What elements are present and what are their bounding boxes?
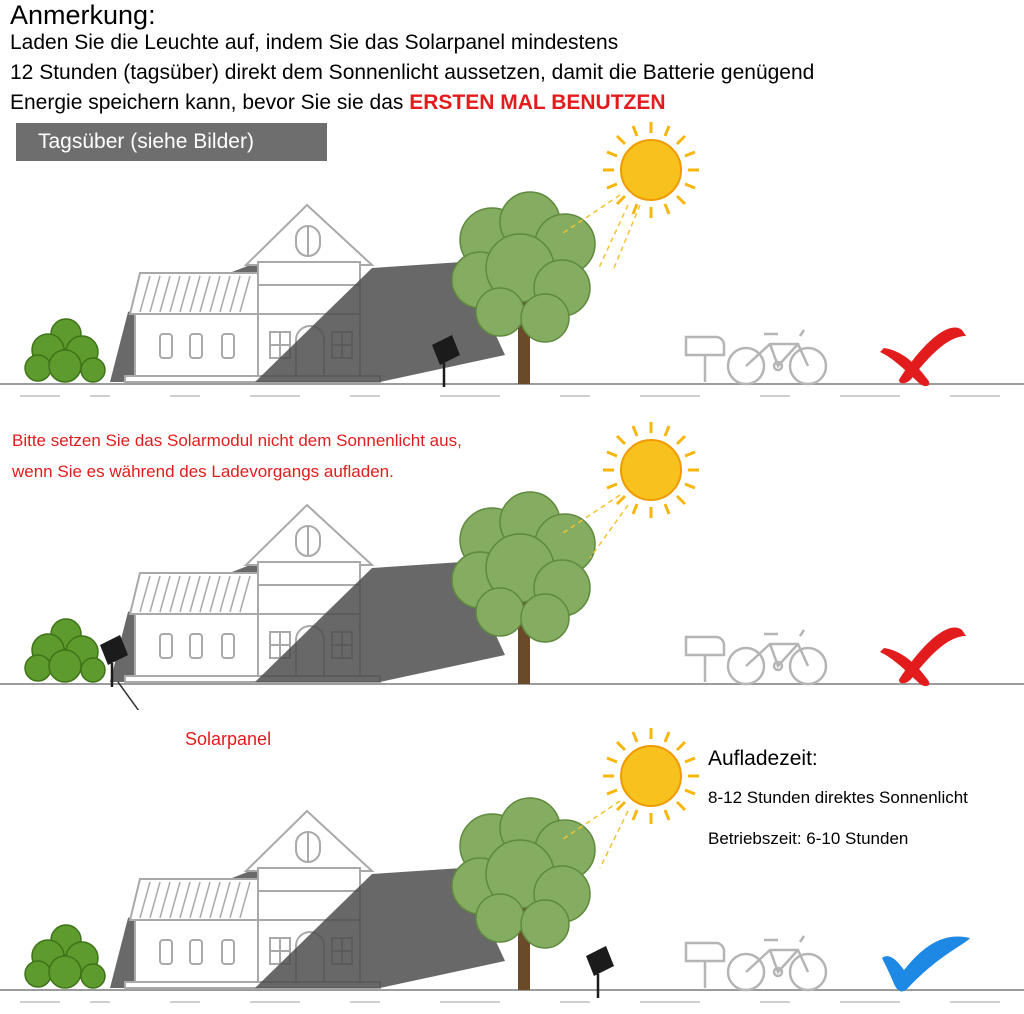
sun-icon <box>603 422 699 518</box>
scene-3-panel-in-sun <box>0 606 1024 1014</box>
daytime-badge: Tagsüber (siehe Bilder) <box>16 123 327 161</box>
sun-icon <box>603 122 699 218</box>
charge-time-heading: Aufladezeit: <box>708 747 818 770</box>
bush-icon <box>25 925 105 988</box>
page-title: Anmerkung: <box>10 0 156 30</box>
intro-line-2: 12 Stunden (tagsüber) direkt dem Sonnenlicht aussetzen, damit die Batterie genügend <box>10 61 815 84</box>
ground-line <box>0 990 1024 1002</box>
warning-line-2: wenn Sie es während des Ladevorgangs aufladen. <box>12 462 394 481</box>
mailbox-bike-icon <box>686 936 826 990</box>
run-time-value: Betriebszeit: 6-10 Stunden <box>708 829 909 848</box>
intro-line-1: Laden Sie die Leuchte auf, indem Sie das Solarpanel mindestens <box>10 31 619 54</box>
charge-time-value: 8-12 Stunden direktes Sonnenlicht <box>708 788 968 807</box>
warning-line-1: Bitte setzen Sie das Solarmodul nicht dem Sonnenlicht aus, <box>12 431 462 450</box>
intro-line-3-text: Energie speichern kann, bevor Sie sie das <box>10 91 410 114</box>
solar-panel-label: Solarpanel <box>185 729 272 749</box>
sun-icon <box>603 728 699 824</box>
first-use-emphasis: ERSTEN MAL BENUTZEN <box>409 91 666 114</box>
